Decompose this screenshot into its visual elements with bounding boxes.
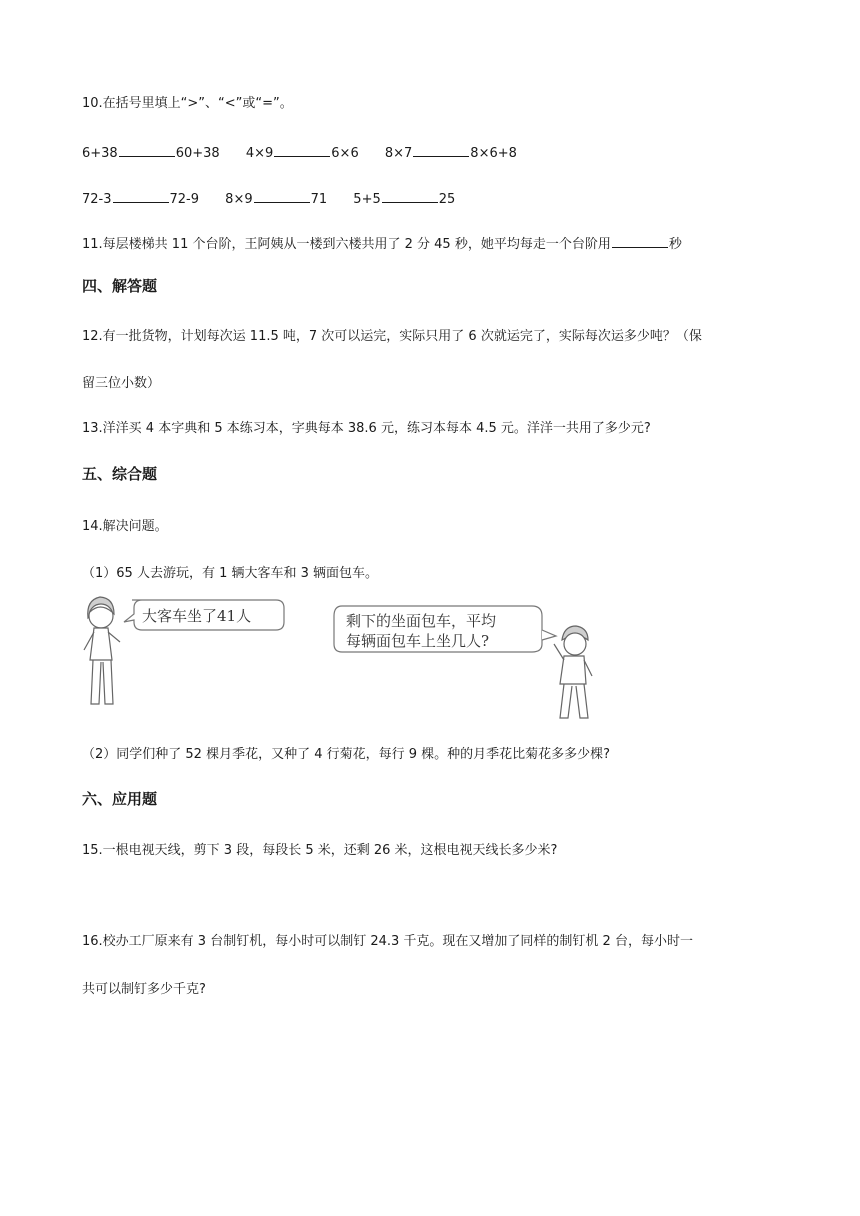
bubble-girl-text: 大客车坐了41人 (142, 607, 252, 625)
right-expr: 8×6+8 (470, 146, 517, 161)
left-expr: 5+5 (353, 192, 381, 207)
q12-line1: 12.有一批货物，计划每次运 11.5 吨，7 次可以运完，实际只用了 6 次就运完了，实际每次运多少吨？（保 (82, 329, 702, 344)
q12-line2: 留三位小数） (82, 376, 161, 391)
right-expr: 6×6 (331, 146, 359, 161)
q15: 15.一根电视天线，剪下 3 段，每段长 5 米，还剩 26 米，这根电视天线长多少米? (82, 843, 558, 858)
compare-item (246, 143, 359, 162)
illustration (80, 592, 600, 727)
q16-line1: 16.校办工厂原来有 3 台制钉机，每小时可以制钉 24.3 千克。现在又增加了同样的制钉机 2 台，每小时一 (82, 934, 693, 949)
answer-blank[interactable] (274, 143, 330, 157)
answer-blank[interactable] (413, 143, 469, 157)
answer-blank[interactable] (113, 189, 169, 203)
q11-text: 11.每层楼梯共 11 个台阶，王阿姨从一楼到六楼共用了 2 分 45 秒，她平均每走一个台阶用 (82, 237, 611, 252)
compare-item (353, 189, 455, 208)
q10-row1 (82, 143, 539, 162)
compare-item (225, 189, 327, 208)
speech-bubble-boy (334, 606, 556, 652)
right-expr: 60+38 (175, 146, 220, 161)
q13: 13.洋洋买 4 本字典和 5 本练习本，字典每本 38.6 元，练习本每本 4.5 元。洋洋一共用了多少元? (82, 421, 651, 436)
answer-blank[interactable] (612, 234, 668, 248)
right-expr: 25 (438, 192, 456, 207)
left-expr: 4×9 (245, 146, 274, 161)
compare-item (385, 143, 517, 162)
section-heading: 四、解答题 (82, 277, 158, 295)
right-expr: 72-9 (169, 192, 200, 207)
q10-row2 (82, 189, 477, 208)
q14-part2: （2）同学们种了 52 棵月季花，又种了 4 行菊花，每行 9 棵。种的月季花比菊花多多少棵? (82, 747, 611, 762)
boy-figure (554, 626, 592, 718)
section-heading: 五、综合题 (82, 465, 158, 483)
section-heading: 六、应用题 (82, 790, 158, 808)
compare-item (82, 189, 199, 208)
bubble-boy-line1: 剩下的坐面包车，平均 (346, 612, 497, 630)
q14-title: 14.解决问题。 (82, 519, 168, 534)
bubble-boy-line2: 每辆面包车上坐几人? (346, 632, 490, 650)
left-expr: 6+38 (82, 146, 118, 161)
q11 (82, 234, 682, 253)
q16-line2: 共可以制钉多少千克? (82, 982, 206, 997)
left-expr: 72-3 (82, 192, 112, 207)
q10-title: 10.在括号里填上“>”、“<”或“=”。 (82, 96, 293, 111)
compare-item (82, 143, 220, 162)
speech-bubble-girl (124, 600, 284, 630)
answer-blank[interactable] (382, 189, 438, 203)
answer-blank[interactable] (119, 143, 175, 157)
q14-part1: （1）65 人去游玩，有 1 辆大客车和 3 辆面包车。 (82, 566, 379, 581)
girl-figure (84, 597, 120, 704)
answer-blank[interactable] (254, 189, 310, 203)
right-expr: 71 (310, 192, 328, 207)
q11-unit: 秒 (668, 237, 682, 252)
left-expr: 8×9 (225, 192, 253, 207)
left-expr: 8×7 (384, 146, 413, 161)
